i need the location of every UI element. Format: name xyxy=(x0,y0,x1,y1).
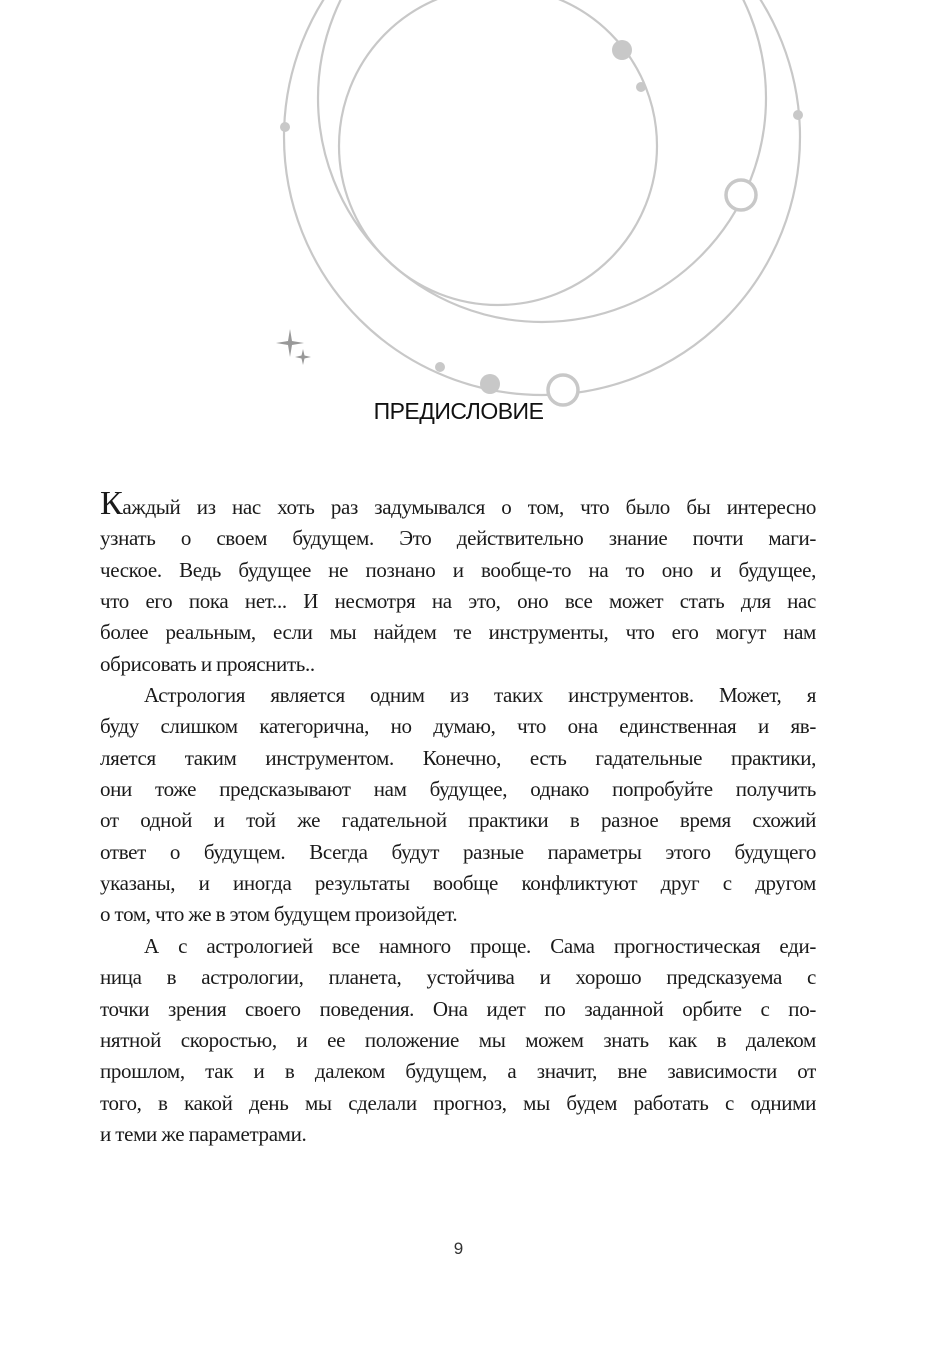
line-text: буду слишком категорична, но думаю, что она единственная и яв- xyxy=(100,714,816,739)
line-text: аждый из нас хоть раз задумывался о том, что было бы интересно xyxy=(122,495,816,519)
text-line xyxy=(100,555,816,586)
line-text: ница в астрологии, планета, устойчива и хорошо предсказуема с xyxy=(100,965,816,990)
text-line xyxy=(100,1119,816,1150)
text-line xyxy=(100,1025,816,1056)
text-line xyxy=(100,617,816,648)
text-line xyxy=(100,962,816,993)
text-line xyxy=(100,994,816,1025)
line-text: А с астрологией все намного проще. Сама прогностическая еди- xyxy=(144,933,816,958)
line-text: ческое. Ведь будущее не познано и вообще-то на то оно и будущее, xyxy=(100,557,816,582)
planet-dot xyxy=(793,110,803,120)
line-text: узнать о своем будущем. Это действительно знание почти маги- xyxy=(100,526,816,551)
line-text: ответ о будущем. Всегда будут разные параметры этого будущего xyxy=(100,839,816,864)
line-text: что его пока нет... И несмотря на это, оно все может стать для нас xyxy=(100,589,816,614)
inner-orbit xyxy=(339,0,657,305)
text-line xyxy=(100,931,816,962)
line-text: указаны, и иногда результаты вообще конфликтуют друг с другом xyxy=(100,871,816,896)
outer-orbit xyxy=(284,0,800,395)
line-text: ляется таким инструментом. Конечно, есть гадательные практики, xyxy=(100,745,816,770)
line-text: более реальным, если мы найдем те инструменты, что его могут нам xyxy=(100,620,816,645)
page-title: ПРЕДИСЛОВИЕ xyxy=(373,398,544,424)
text-line xyxy=(100,586,816,617)
middle-orbit xyxy=(318,0,766,322)
body-text xyxy=(100,485,816,1150)
planet-dot xyxy=(636,82,646,92)
text-line xyxy=(100,774,816,805)
planet-dot xyxy=(612,40,632,60)
text-line xyxy=(100,711,816,742)
sparkle-icon xyxy=(276,329,304,357)
text-line xyxy=(100,485,816,523)
text-line xyxy=(100,837,816,868)
line-text: прошлом, так и в далеком будущем, а значит, вне зависимости от xyxy=(100,1059,816,1084)
line-text: Астрология является одним из таких инструментов. Может, я xyxy=(144,683,816,708)
line-text: нятной скоростью, и ее положение мы можем знать как в далеком xyxy=(100,1027,816,1052)
text-line xyxy=(100,680,816,711)
planet-dot xyxy=(480,374,500,394)
line-text: и теми же параметрами. xyxy=(100,1121,307,1146)
line-text: точки зрения своего поведения. Она идет по заданной орбите с по- xyxy=(100,996,816,1021)
text-line xyxy=(100,1056,816,1087)
text-line xyxy=(100,649,816,680)
text-line xyxy=(100,743,816,774)
text-line xyxy=(100,523,816,554)
sparkle-icon xyxy=(295,349,311,365)
line-text: обрисовать и прояснить.. xyxy=(100,651,315,676)
text-line xyxy=(100,868,816,899)
line-text: о том, что же в этом будущем произойдет. xyxy=(100,902,458,927)
text-line xyxy=(100,899,816,930)
planet-ring xyxy=(726,180,756,210)
text-line xyxy=(100,1088,816,1119)
line-text: они тоже предсказывают нам будущее, однако попробуйте получить xyxy=(100,777,816,802)
line-text: того, в какой день мы сделали прогноз, мы будем работать с одними xyxy=(100,1090,816,1115)
drop-cap: К xyxy=(100,485,123,522)
planet-dot xyxy=(280,122,290,132)
orbits-illustration xyxy=(0,0,945,430)
planet-dot xyxy=(435,362,445,372)
page-number: 9 xyxy=(453,1239,464,1258)
line-text: от одной и той же гадательной практики в разное время схожий xyxy=(100,808,816,833)
text-line xyxy=(100,805,816,836)
